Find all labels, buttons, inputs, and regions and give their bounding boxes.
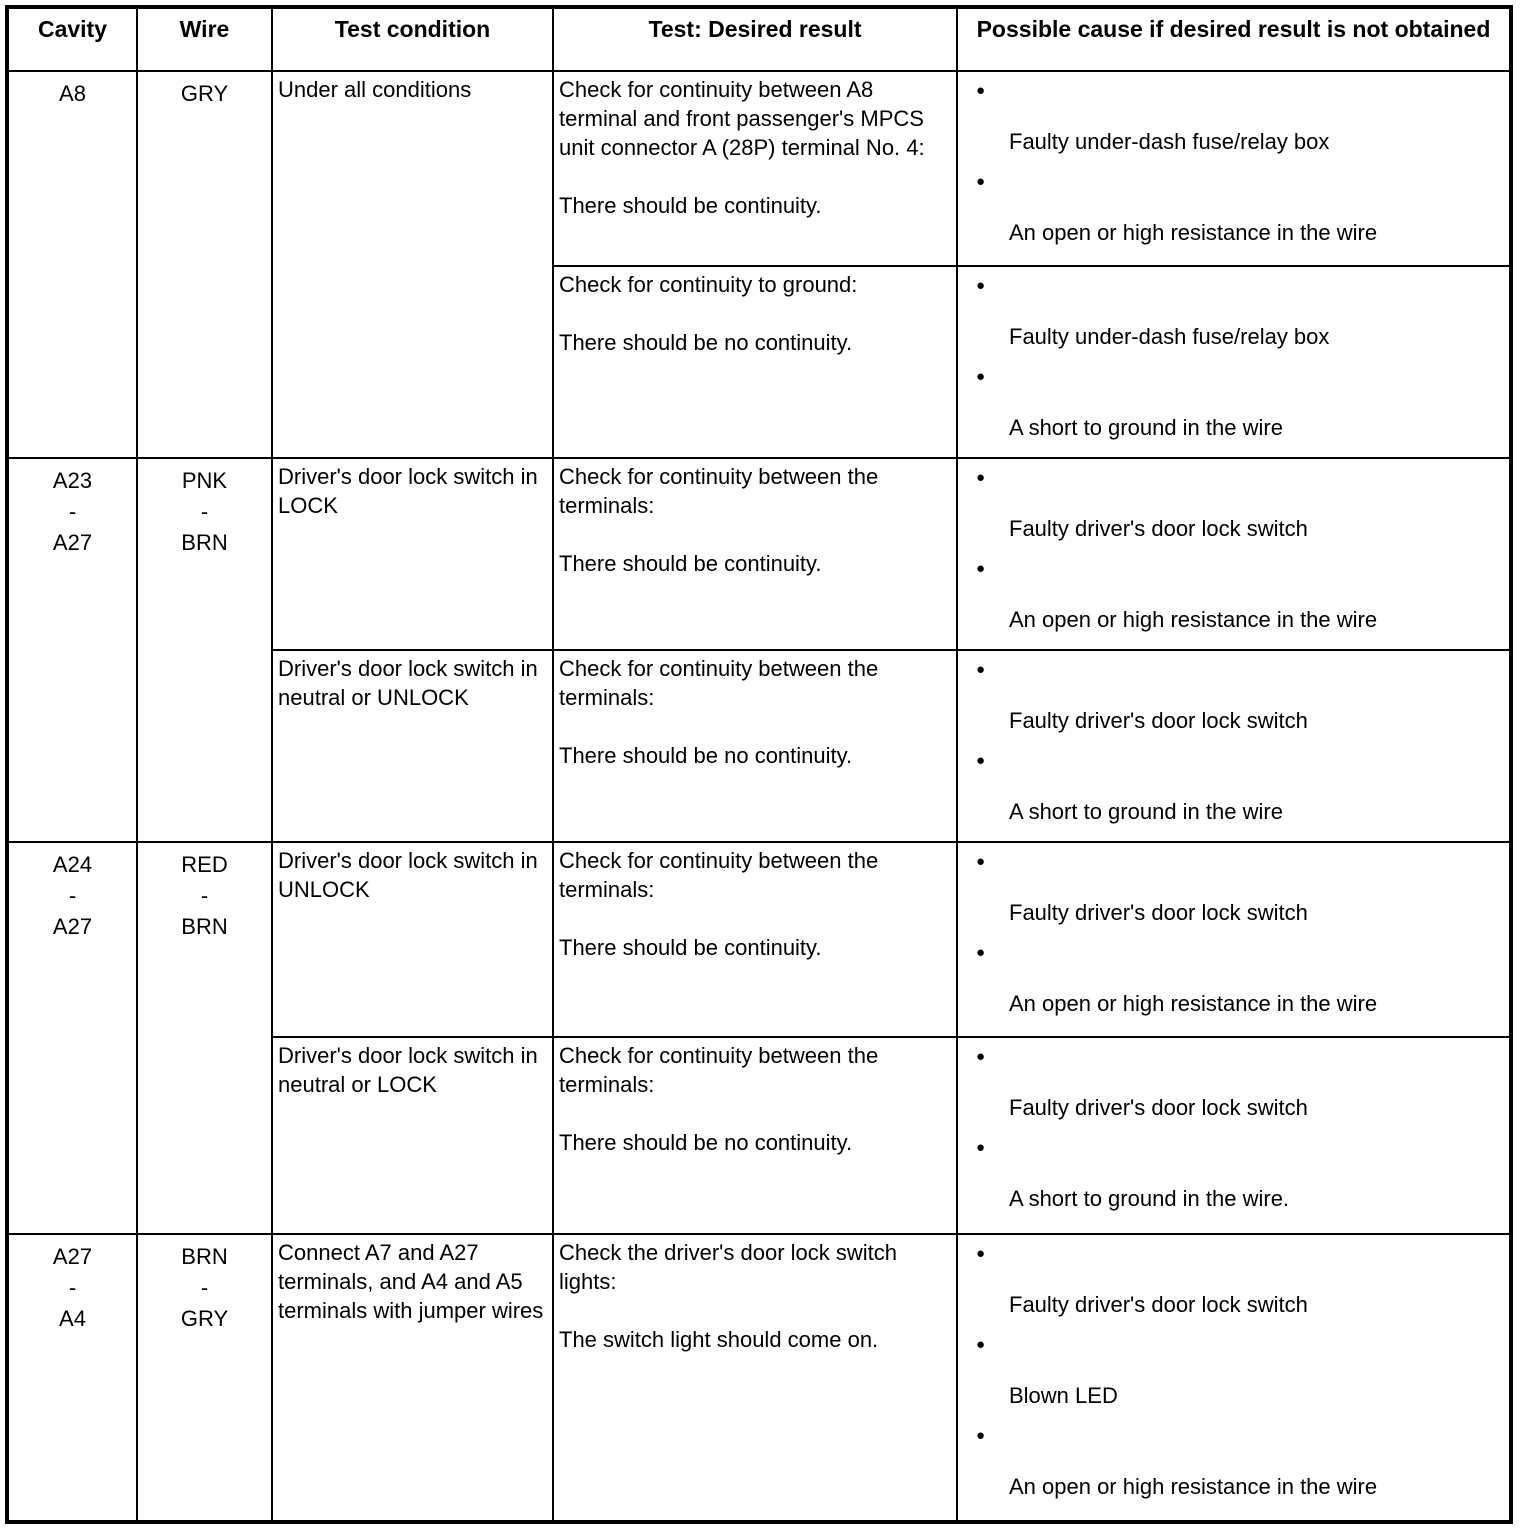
bullet-icon: ●	[976, 1245, 986, 1262]
cause-text: Blown LED	[1009, 1383, 1118, 1408]
test-condition-text: Driver's door lock switch in LOCK	[278, 464, 538, 518]
wire-value: RED	[181, 852, 228, 877]
bullet-icon: ●	[976, 469, 986, 486]
bullet-icon: ●	[976, 560, 986, 577]
header-possible-cause: Possible cause if desired result is not obtained	[957, 7, 1511, 71]
cause-text: An open or high resistance in the wire	[1009, 991, 1378, 1016]
test-result-text: There should be continuity.	[559, 551, 822, 576]
cause-text: A short to ground in the wire	[1009, 415, 1283, 440]
cavity-value: A27	[52, 1244, 93, 1269]
test-condition-cell	[272, 842, 553, 1037]
wire-dash: -	[200, 1275, 209, 1300]
test-condition-cell	[272, 1234, 553, 1522]
cavity-dash: -	[68, 883, 77, 908]
test-condition-cell	[272, 71, 553, 458]
test-check-text: Check for continuity between the terminals:	[559, 656, 879, 710]
bullet-icon: ●	[976, 1336, 986, 1353]
bullet-icon: ●	[976, 1427, 986, 1444]
bullet-icon: ●	[976, 368, 986, 385]
diagnostic-table	[5, 5, 1513, 1524]
bullet-icon: ●	[976, 1048, 986, 1065]
cavity-dash: -	[68, 1275, 77, 1300]
possible-cause-cell	[957, 71, 1511, 266]
cause-text: Faulty driver's door lock switch	[1009, 900, 1308, 925]
test-check-text: Check for continuity between A8 terminal and front passenger's MPCS unit connector A (28P) terminal No. 4:	[559, 77, 925, 160]
cause-text: Faulty driver's door lock switch	[1009, 516, 1308, 541]
test-check-text: Check the driver's door lock switch lights:	[559, 1240, 897, 1294]
bullet-icon: ●	[976, 82, 986, 99]
test-condition-text: Driver's door lock switch in UNLOCK	[278, 848, 538, 902]
cause-text: A short to ground in the wire.	[1009, 1186, 1290, 1211]
test-result-text: There should be no continuity.	[559, 743, 853, 768]
test-condition-cell	[272, 458, 553, 650]
cavity-value: A27	[52, 530, 93, 555]
wire-value: BRN	[181, 1244, 228, 1269]
wire-value: GRY	[180, 1306, 229, 1331]
possible-cause-cell	[957, 266, 1511, 458]
desired-result-cell	[553, 71, 957, 266]
cause-text: Faulty under-dash fuse/relay box	[1009, 324, 1330, 349]
wire-cell	[137, 458, 272, 842]
cavity-cell	[7, 842, 137, 1234]
possible-cause-cell	[957, 458, 1511, 650]
bullet-icon: ●	[976, 944, 986, 961]
test-result-text: There should be continuity.	[559, 193, 822, 218]
header-row	[7, 7, 1511, 71]
header-desired-result: Test: Desired result	[553, 7, 957, 71]
wire-value: PNK	[181, 468, 228, 493]
cavity-value: A23	[52, 468, 93, 493]
possible-cause-cell	[957, 1234, 1511, 1522]
test-result-text: There should be no continuity.	[559, 330, 853, 355]
wire-dash: -	[200, 883, 209, 908]
wire-dash: -	[200, 499, 209, 524]
cavity-value: A24	[52, 852, 93, 877]
cause-text: Faulty driver's door lock switch	[1009, 1095, 1308, 1120]
test-check-text: Check for continuity between the terminals:	[559, 464, 879, 518]
cavity-value: A27	[52, 914, 93, 939]
test-condition-text: Under all conditions	[278, 77, 472, 102]
table-row	[7, 71, 1511, 266]
cavity-cell	[7, 1234, 137, 1522]
test-condition-text: Driver's door lock switch in neutral or UNLOCK	[278, 656, 538, 710]
desired-result-cell	[553, 1234, 957, 1522]
test-check-text: Check for continuity between the terminals:	[559, 848, 879, 902]
header-test-condition: Test condition	[272, 7, 553, 71]
wire-cell	[137, 1234, 272, 1522]
bullet-icon: ●	[976, 752, 986, 769]
test-result-text: The switch light should come on.	[559, 1327, 879, 1352]
possible-cause-cell	[957, 842, 1511, 1037]
wire-value: BRN	[181, 914, 228, 939]
header-cavity: Cavity	[7, 7, 137, 71]
desired-result-cell	[553, 1037, 957, 1234]
cavity-cell	[7, 71, 137, 458]
desired-result-cell	[553, 458, 957, 650]
bullet-icon: ●	[976, 853, 986, 870]
header-wire: Wire	[137, 7, 272, 71]
bullet-icon: ●	[976, 1139, 986, 1156]
cause-text: A short to ground in the wire	[1009, 799, 1283, 824]
bullet-icon: ●	[976, 661, 986, 678]
cause-text: An open or high resistance in the wire	[1009, 220, 1378, 245]
wire-cell	[137, 842, 272, 1234]
cause-text: Faulty driver's door lock switch	[1009, 708, 1308, 733]
desired-result-cell	[553, 650, 957, 842]
test-result-text: There should be continuity.	[559, 935, 822, 960]
bullet-icon: ●	[976, 173, 986, 190]
wire-value: BRN	[181, 530, 228, 555]
desired-result-cell	[553, 266, 957, 458]
test-condition-cell	[272, 650, 553, 842]
test-condition-cell	[272, 1037, 553, 1234]
cavity-dash: -	[68, 499, 77, 524]
possible-cause-cell	[957, 650, 1511, 842]
test-result-text: There should be no continuity.	[559, 1130, 853, 1155]
cavity-cell	[7, 458, 137, 842]
test-check-text: Check for continuity to ground:	[559, 272, 858, 297]
bullet-icon: ●	[976, 277, 986, 294]
cause-text: An open or high resistance in the wire	[1009, 1474, 1378, 1499]
test-check-text: Check for continuity between the terminals:	[559, 1043, 879, 1097]
cause-text: An open or high resistance in the wire	[1009, 607, 1378, 632]
wire-cell	[137, 71, 272, 458]
wire-value: GRY	[180, 81, 229, 106]
cavity-value: A4	[59, 1306, 86, 1331]
table-row	[7, 458, 1511, 650]
cause-text: Faulty driver's door lock switch	[1009, 1292, 1308, 1317]
possible-cause-cell	[957, 1037, 1511, 1234]
test-condition-text: Connect A7 and A27 terminals, and A4 and A5 terminals with jumper wires	[278, 1240, 544, 1323]
desired-result-cell	[553, 842, 957, 1037]
table-row	[7, 842, 1511, 1037]
table-row	[7, 1234, 1511, 1522]
cause-text: Faulty under-dash fuse/relay box	[1009, 129, 1330, 154]
cavity-value: A8	[59, 81, 86, 106]
test-condition-text: Driver's door lock switch in neutral or LOCK	[278, 1043, 538, 1097]
